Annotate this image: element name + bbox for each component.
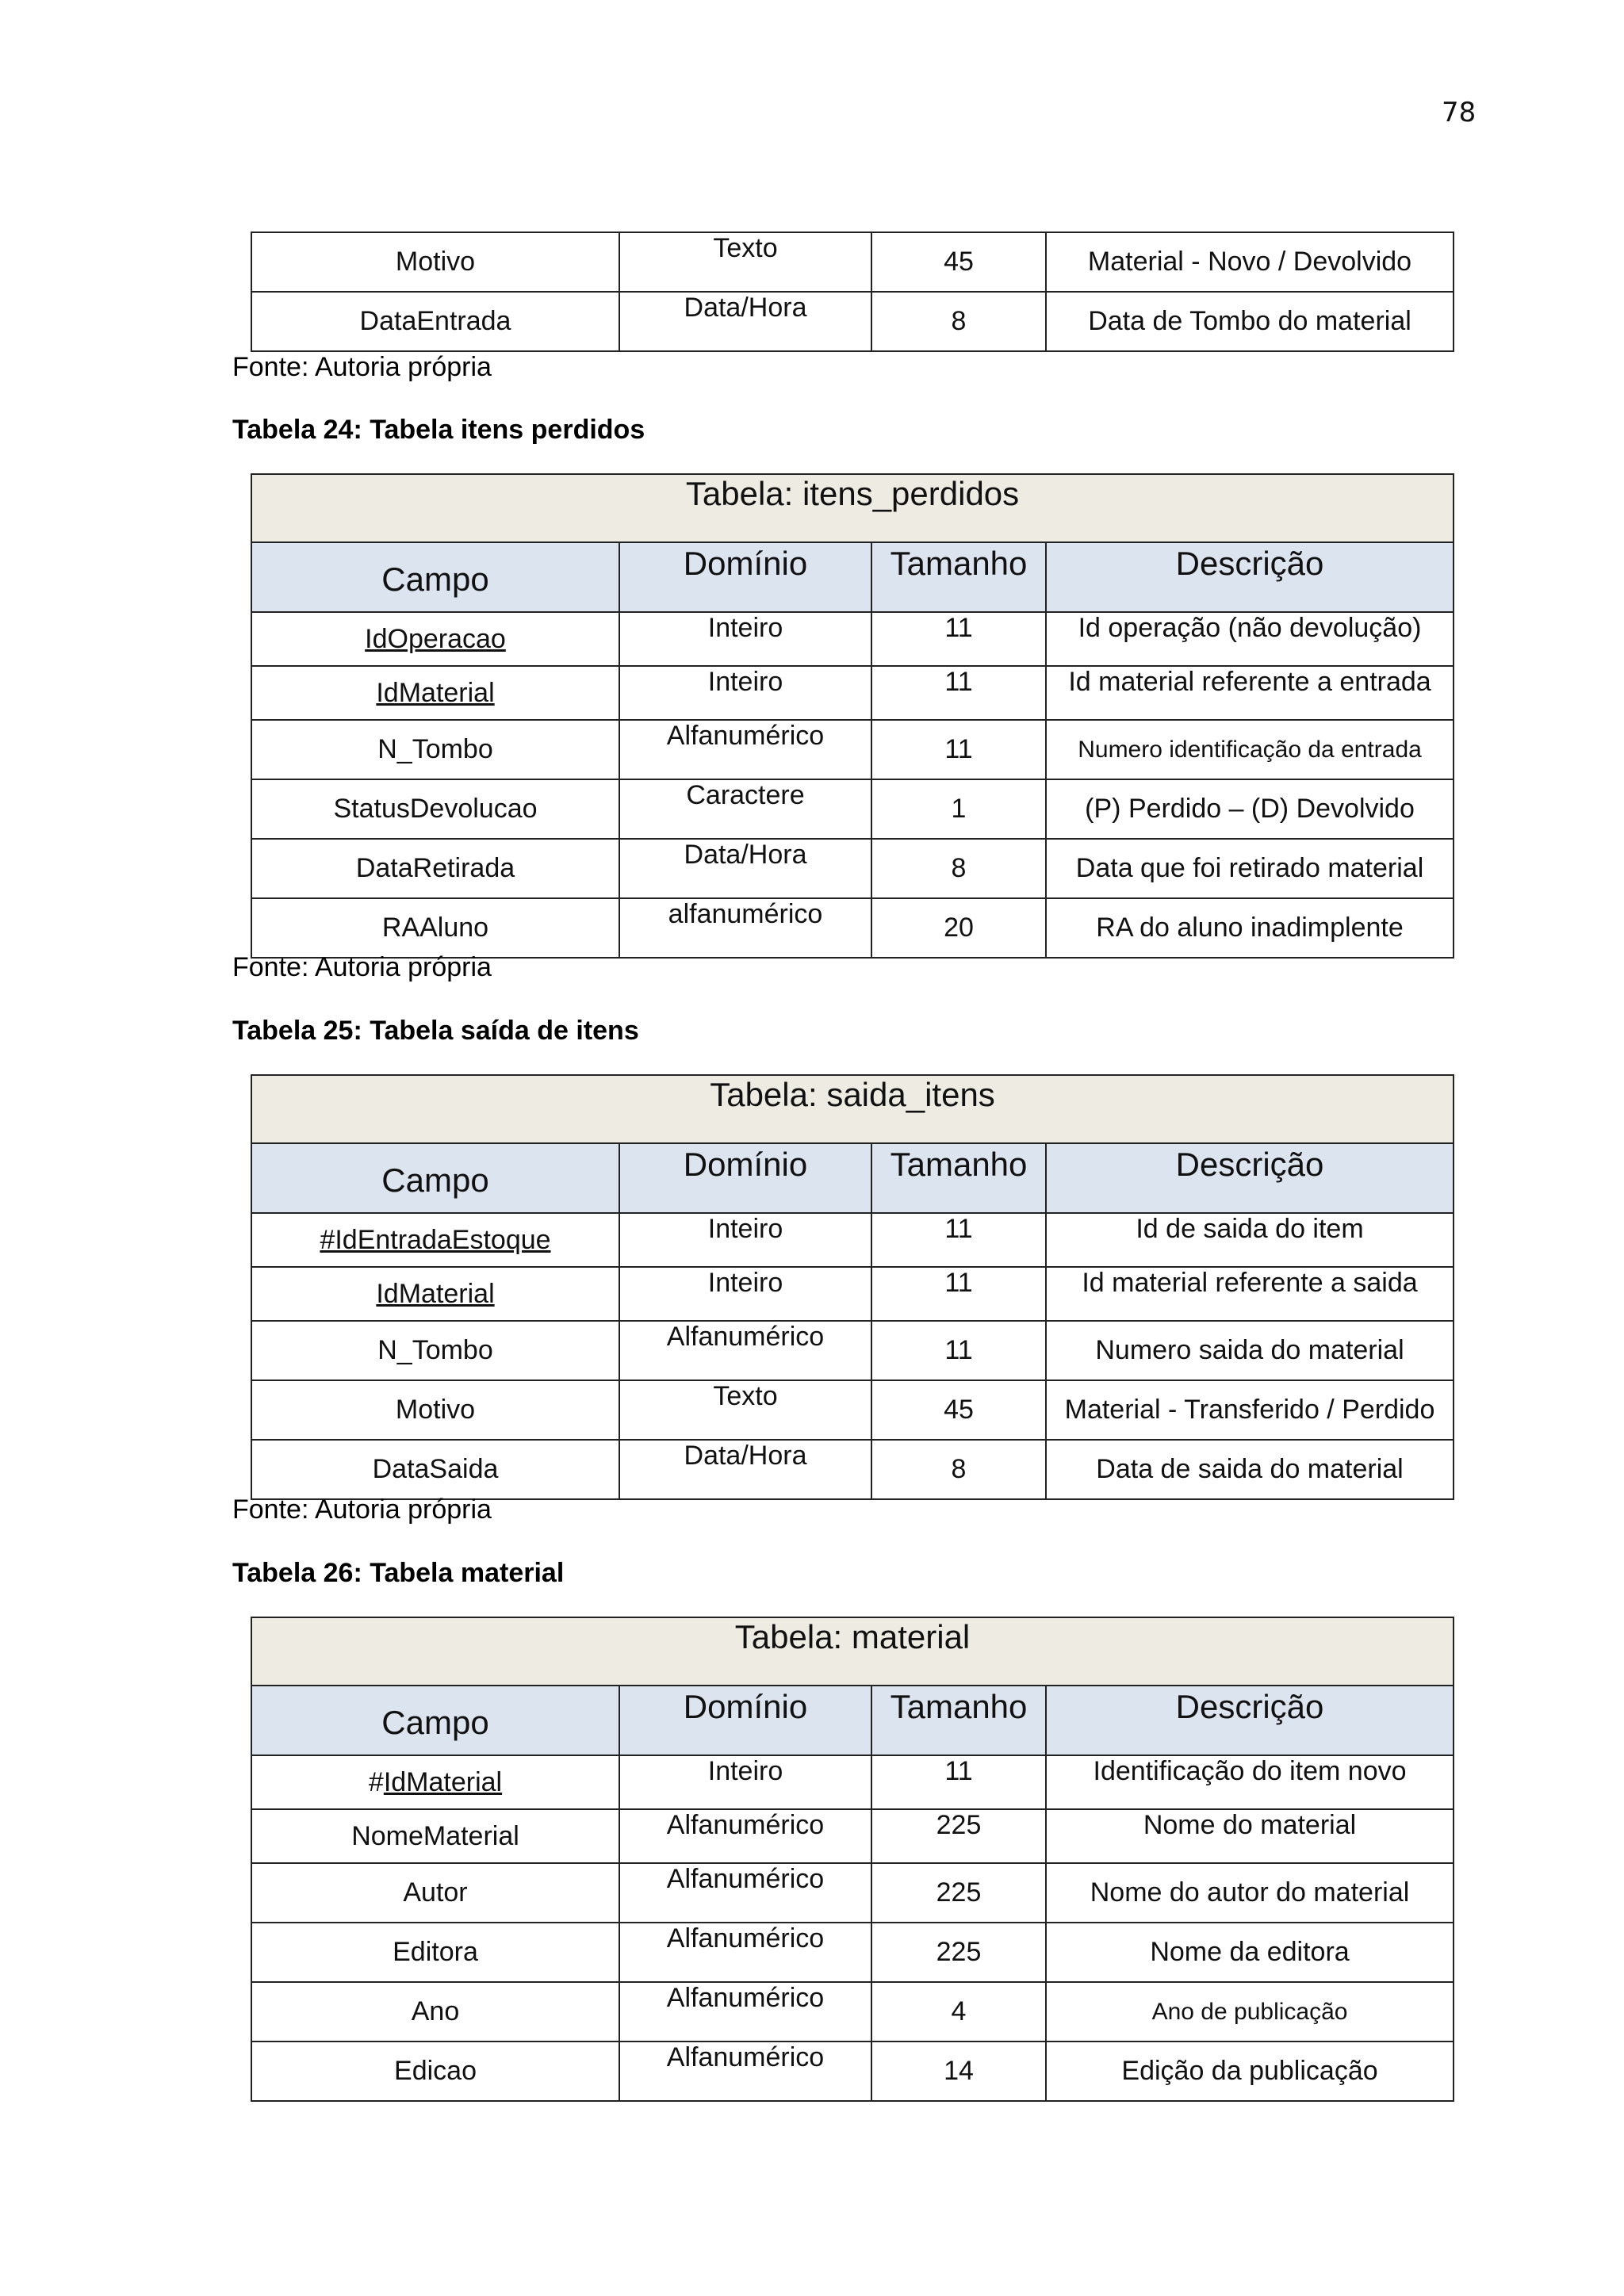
descricao-cell: Numero identificação da entrada xyxy=(1046,720,1454,779)
tamanho-cell: 45 xyxy=(871,1380,1046,1440)
header-dominio: Domínio xyxy=(619,1686,871,1755)
table-saida-itens xyxy=(251,1074,1454,1500)
campo-cell: N_Tombo xyxy=(251,720,619,779)
dominio-cell: Data/Hora xyxy=(619,1440,871,1499)
campo-cell: DataSaida xyxy=(251,1440,619,1499)
table-row xyxy=(251,666,1454,720)
descricao-cell: Id operação (não devolução) xyxy=(1046,612,1454,666)
table-row xyxy=(251,2042,1454,2101)
descricao-cell: Data de Tombo do material xyxy=(1046,292,1454,351)
dominio-cell: Inteiro xyxy=(619,666,871,720)
tamanho-cell: 8 xyxy=(871,839,1046,898)
header-dominio: Domínio xyxy=(619,1143,871,1213)
table-row xyxy=(251,1213,1454,1267)
dominio-cell: Inteiro xyxy=(619,1267,871,1321)
dominio-cell: Alfanumérico xyxy=(619,1809,871,1863)
campo-cell: Motivo xyxy=(251,1380,619,1440)
table-row xyxy=(251,1440,1454,1499)
campo-cell: RAAluno xyxy=(251,898,619,958)
descricao-cell: Id material referente a saida xyxy=(1046,1267,1454,1321)
continued-table xyxy=(251,232,1454,352)
table-itens-perdidos xyxy=(251,473,1454,959)
table-row xyxy=(251,612,1454,666)
campo-cell: Editora xyxy=(251,1923,619,1982)
table-material xyxy=(251,1617,1454,2102)
table-row xyxy=(251,1267,1454,1321)
dominio-cell: Alfanumérico xyxy=(619,1863,871,1923)
table-row xyxy=(251,1755,1454,1809)
table-row xyxy=(251,720,1454,779)
tamanho-cell: 11 xyxy=(871,1267,1046,1321)
tamanho-cell: 1 xyxy=(871,779,1046,839)
tamanho-cell: 225 xyxy=(871,1863,1046,1923)
dominio-cell: alfanumérico xyxy=(619,898,871,958)
table-row xyxy=(251,839,1454,898)
dominio-cell: Data/Hora xyxy=(619,839,871,898)
descricao-cell: Ano de publicação xyxy=(1046,1982,1454,2042)
header-dominio: Domínio xyxy=(619,542,871,612)
header-campo: Campo xyxy=(251,1686,619,1755)
descricao-cell: Numero saida do material xyxy=(1046,1321,1454,1380)
table-row xyxy=(251,292,1454,351)
campo-cell: Motivo xyxy=(251,232,619,292)
tamanho-cell: 225 xyxy=(871,1923,1046,1982)
tamanho-cell: 14 xyxy=(871,2042,1046,2101)
campo-cell: #IdEntradaEstoque xyxy=(251,1213,619,1267)
dominio-cell: Texto xyxy=(619,232,871,292)
header-tamanho: Tamanho xyxy=(871,1143,1046,1213)
table-row xyxy=(251,232,1454,292)
dominio-cell: Inteiro xyxy=(619,1213,871,1267)
dominio-cell: Alfanumérico xyxy=(619,2042,871,2101)
campo-cell: Ano xyxy=(251,1982,619,2042)
table-caption: Tabela 25: Tabela saída de itens xyxy=(232,1016,639,1046)
campo-cell: IdMaterial xyxy=(251,666,619,720)
campo-cell: IdOperacao xyxy=(251,612,619,666)
campo-cell: NomeMaterial xyxy=(251,1809,619,1863)
campo-cell xyxy=(251,1755,619,1809)
descricao-cell: Edição da publicação xyxy=(1046,2042,1454,2101)
table-row xyxy=(251,1380,1454,1440)
table-row xyxy=(251,1809,1454,1863)
tamanho-cell: 4 xyxy=(871,1982,1046,2042)
tamanho-cell: 11 xyxy=(871,720,1046,779)
descricao-cell: Data que foi retirado material xyxy=(1046,839,1454,898)
dominio-cell: Alfanumérico xyxy=(619,1321,871,1380)
table-row xyxy=(251,898,1454,958)
tamanho-cell: 8 xyxy=(871,1440,1046,1499)
descricao-cell: Nome do autor do material xyxy=(1046,1863,1454,1923)
header-descricao: Descrição xyxy=(1046,542,1454,612)
table-row xyxy=(251,1863,1454,1923)
descricao-cell: Id de saida do item xyxy=(1046,1213,1454,1267)
header-descricao: Descrição xyxy=(1046,1143,1454,1213)
table-title: Tabela: saida_itens xyxy=(251,1075,1454,1143)
descricao-cell: Id material referente a entrada xyxy=(1046,666,1454,720)
campo-cell: N_Tombo xyxy=(251,1321,619,1380)
table-source: Fonte: Autoria própria xyxy=(232,1494,492,1525)
tamanho-cell: 11 xyxy=(871,1755,1046,1809)
descricao-cell: Data de saida do material xyxy=(1046,1440,1454,1499)
table-row xyxy=(251,1923,1454,1982)
dominio-cell: Texto xyxy=(619,1380,871,1440)
campo-cell: StatusDevolucao xyxy=(251,779,619,839)
tamanho-cell: 11 xyxy=(871,1213,1046,1267)
tamanho-cell: 11 xyxy=(871,612,1046,666)
dominio-cell: Inteiro xyxy=(619,1755,871,1809)
table-source: Fonte: Autoria própria xyxy=(232,352,492,382)
descricao-cell: Material - Transferido / Perdido xyxy=(1046,1380,1454,1440)
table-row xyxy=(251,779,1454,839)
table-row xyxy=(251,1321,1454,1380)
page-number: 78 xyxy=(1442,97,1477,128)
dominio-cell: Inteiro xyxy=(619,612,871,666)
dominio-cell: Alfanumérico xyxy=(619,1923,871,1982)
campo-text: IdMaterial xyxy=(383,1766,503,1797)
campo-cell: Autor xyxy=(251,1863,619,1923)
pk-prefix: # xyxy=(368,1766,384,1797)
tamanho-cell: 225 xyxy=(871,1809,1046,1863)
descricao-cell: Material - Novo / Devolvido xyxy=(1046,232,1454,292)
dominio-cell: Caractere xyxy=(619,779,871,839)
descricao-cell: Identificação do item novo xyxy=(1046,1755,1454,1809)
tamanho-cell: 45 xyxy=(871,232,1046,292)
table-title: Tabela: itens_perdidos xyxy=(251,474,1454,542)
header-campo: Campo xyxy=(251,542,619,612)
tamanho-cell: 20 xyxy=(871,898,1046,958)
table-row xyxy=(251,1982,1454,2042)
tamanho-cell: 11 xyxy=(871,1321,1046,1380)
descricao-cell: Nome da editora xyxy=(1046,1923,1454,1982)
header-campo: Campo xyxy=(251,1143,619,1213)
campo-cell: DataEntrada xyxy=(251,292,619,351)
table-caption: Tabela 24: Tabela itens perdidos xyxy=(232,415,645,445)
campo-cell: IdMaterial xyxy=(251,1267,619,1321)
table-source: Fonte: Autoria própria xyxy=(232,952,492,982)
table-caption: Tabela 26: Tabela material xyxy=(232,1558,565,1588)
table-title: Tabela: material xyxy=(251,1617,1454,1686)
dominio-cell: Alfanumérico xyxy=(619,1982,871,2042)
descricao-cell: RA do aluno inadimplente xyxy=(1046,898,1454,958)
header-tamanho: Tamanho xyxy=(871,542,1046,612)
dominio-cell: Alfanumérico xyxy=(619,720,871,779)
tamanho-cell: 11 xyxy=(871,666,1046,720)
header-descricao: Descrição xyxy=(1046,1686,1454,1755)
campo-cell: Edicao xyxy=(251,2042,619,2101)
descricao-cell: Nome do material xyxy=(1046,1809,1454,1863)
campo-cell: DataRetirada xyxy=(251,839,619,898)
tamanho-cell: 8 xyxy=(871,292,1046,351)
dominio-cell: Data/Hora xyxy=(619,292,871,351)
header-tamanho: Tamanho xyxy=(871,1686,1046,1755)
descricao-cell: (P) Perdido – (D) Devolvido xyxy=(1046,779,1454,839)
